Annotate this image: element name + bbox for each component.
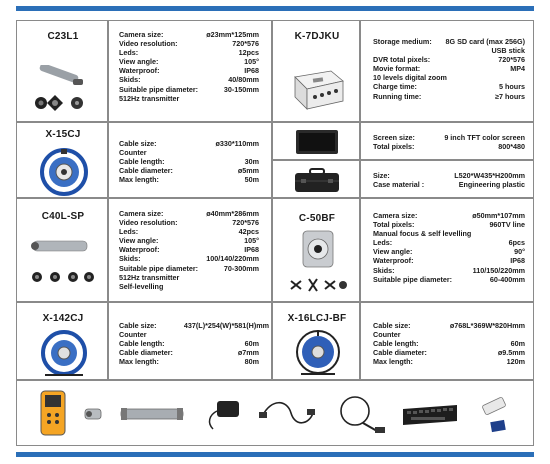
spec-row: Cable length: 60m bbox=[119, 339, 259, 349]
spec-row: Suitable pipe diameter: 60-400mm bbox=[373, 274, 525, 284]
case-spec-cell bbox=[360, 160, 534, 198]
product-name: X-15CJ bbox=[45, 129, 81, 140]
spec-list bbox=[373, 211, 525, 284]
usb-stick-icon bbox=[475, 395, 515, 435]
spec-row: Cable diameter: ø5mm bbox=[119, 166, 259, 176]
monitor-image bbox=[295, 129, 339, 155]
product-name: X-16LCJ-BF bbox=[287, 313, 347, 324]
spec-list bbox=[373, 37, 525, 101]
spec-row: Max length: 80m bbox=[119, 357, 259, 367]
connector-icon bbox=[83, 405, 105, 423]
spec-row: Cable length: 30m bbox=[119, 157, 259, 167]
spec-row: Video resolution: 720*576 bbox=[119, 218, 259, 228]
product-name: K-7DJKU bbox=[294, 31, 340, 42]
spec-row: Cable diameter: ø9.5mm bbox=[373, 348, 525, 358]
spec-row: Video resolution: 720*576 bbox=[119, 39, 259, 49]
c40lsp-image-cell bbox=[16, 198, 108, 302]
spec-row: Storage medium: 8G SD card (max 256G) bbox=[373, 37, 525, 46]
spec-row: Camera size: ø23mm*125mm bbox=[119, 30, 259, 39]
top-accent-bar bbox=[16, 6, 534, 11]
spec-row: Skids: 100/140/220mm bbox=[119, 254, 259, 264]
spec-row: Skids: 110/150/220mm bbox=[373, 265, 525, 275]
rod-icon bbox=[117, 405, 187, 423]
c23l1-spec-cell bbox=[108, 20, 272, 122]
spec-list bbox=[373, 171, 525, 189]
cable-reel-image bbox=[39, 329, 89, 377]
spec-row: Movie format: MP4 bbox=[373, 64, 525, 74]
charger-icon bbox=[203, 393, 243, 433]
spec-row: Total pixels: 960TV line bbox=[373, 220, 525, 230]
accessories-strip bbox=[16, 380, 534, 446]
spec-row: Cable length: 60m bbox=[373, 339, 525, 349]
spec-row: Camera size: ø40mm*286mm bbox=[119, 209, 259, 218]
spec-row: Max length: 50m bbox=[119, 175, 259, 185]
spec-list bbox=[373, 133, 525, 151]
spec-note: 512Hz transmitter bbox=[119, 93, 180, 103]
k7djku-image-cell bbox=[272, 20, 360, 122]
spec-row: Cable size: ø768L*369W*820Hmm bbox=[373, 321, 525, 330]
product-name: C40L-SP bbox=[41, 211, 85, 222]
spec-row: Camera size: ø50mm*107mm bbox=[373, 211, 525, 220]
x142cj-image-cell bbox=[16, 302, 108, 380]
screen-image-cell bbox=[272, 122, 360, 160]
spec-list bbox=[119, 209, 259, 291]
spec-row: Screen size: 9 inch TFT color screen bbox=[373, 133, 525, 142]
spec-row: Charge time: 5 hours bbox=[373, 82, 525, 92]
spec-note: Counter bbox=[373, 330, 401, 340]
x15cj-spec-cell bbox=[108, 122, 272, 198]
spec-row: Case material : Engineering plastic bbox=[373, 180, 525, 190]
k7djku-spec-cell bbox=[360, 20, 534, 122]
camera-head-image bbox=[287, 229, 349, 297]
c50bf-image-cell bbox=[272, 198, 360, 302]
spec-row: View angle: 105° bbox=[119, 236, 259, 246]
dvr-box-image bbox=[289, 63, 347, 115]
c40lsp-spec-cell bbox=[108, 198, 272, 302]
spec-row: View angle: 105° bbox=[119, 57, 259, 67]
camera-probe-image bbox=[33, 65, 93, 115]
x15cj-image-cell bbox=[16, 122, 108, 198]
spec-row: Size: L520*W435*H200mm bbox=[373, 171, 525, 180]
spec-list bbox=[119, 139, 259, 184]
cable-reel-image bbox=[293, 328, 343, 378]
spec-row: Cable size: 437(L)*254(W)*581(H)mm bbox=[119, 321, 269, 330]
spec-row: USB stick bbox=[491, 46, 525, 56]
spec-list bbox=[373, 321, 525, 366]
spec-row: Skids: 40/80mm bbox=[119, 75, 259, 85]
spec-row: Running time: ≥7 hours bbox=[373, 91, 525, 101]
spec-note: 10 levels digital zoom bbox=[373, 73, 447, 83]
spec-list bbox=[119, 321, 269, 366]
screen-spec-cell bbox=[360, 122, 534, 160]
carry-case-image bbox=[293, 168, 341, 194]
spec-row: Leds: 42pcs bbox=[119, 227, 259, 237]
spec-row: Waterproof: IP68 bbox=[119, 245, 259, 255]
x16lcjbf-image-cell bbox=[272, 302, 360, 380]
spec-row: Total pixels: 800*480 bbox=[373, 142, 525, 152]
spec-row: Max length: 120m bbox=[373, 357, 525, 367]
spec-note: Self-levelling bbox=[119, 281, 164, 291]
cable-icon bbox=[257, 395, 317, 433]
spec-note: Manual focus & self levelling bbox=[373, 229, 472, 239]
x142cj-spec-cell bbox=[108, 302, 272, 380]
product-name: X-142CJ bbox=[42, 313, 84, 324]
spec-row: Suitable pipe diameter: 30-150mm bbox=[119, 84, 259, 94]
spec-row: DVR total pixels: 720*576 bbox=[373, 55, 525, 65]
spec-row: Suitable pipe diameter: 70-300mm bbox=[119, 263, 259, 273]
product-name: C23L1 bbox=[47, 31, 79, 42]
spec-note: 512Hz transmitter bbox=[119, 272, 180, 282]
spec-row: Waterproof: IP68 bbox=[119, 66, 259, 76]
spec-note: Counter bbox=[119, 148, 147, 158]
spec-row: Leds: 12pcs bbox=[119, 48, 259, 58]
case-image-cell bbox=[272, 160, 360, 198]
c23l1-image-cell bbox=[16, 20, 108, 122]
x16lcjbf-spec-cell bbox=[360, 302, 534, 380]
cable-reel-image bbox=[39, 147, 89, 197]
camera-probe-image bbox=[27, 233, 99, 289]
spec-list bbox=[119, 30, 259, 103]
sensor-cable-icon bbox=[333, 391, 387, 435]
spec-row: Cable diameter: ø7mm bbox=[119, 348, 259, 358]
spec-row: Cable size: ø330*110mm bbox=[119, 139, 259, 148]
spec-row: Waterproof: IP68 bbox=[373, 256, 525, 266]
bottom-accent-bar bbox=[16, 452, 534, 457]
keyboard-icon bbox=[401, 403, 459, 427]
locator-icon bbox=[39, 389, 67, 439]
c50bf-spec-cell bbox=[360, 198, 534, 302]
product-name: C-50BF bbox=[298, 213, 336, 224]
spec-row: View angle: 90° bbox=[373, 247, 525, 257]
spec-note: Counter bbox=[119, 330, 147, 340]
spec-row: Leds: 6pcs bbox=[373, 238, 525, 248]
